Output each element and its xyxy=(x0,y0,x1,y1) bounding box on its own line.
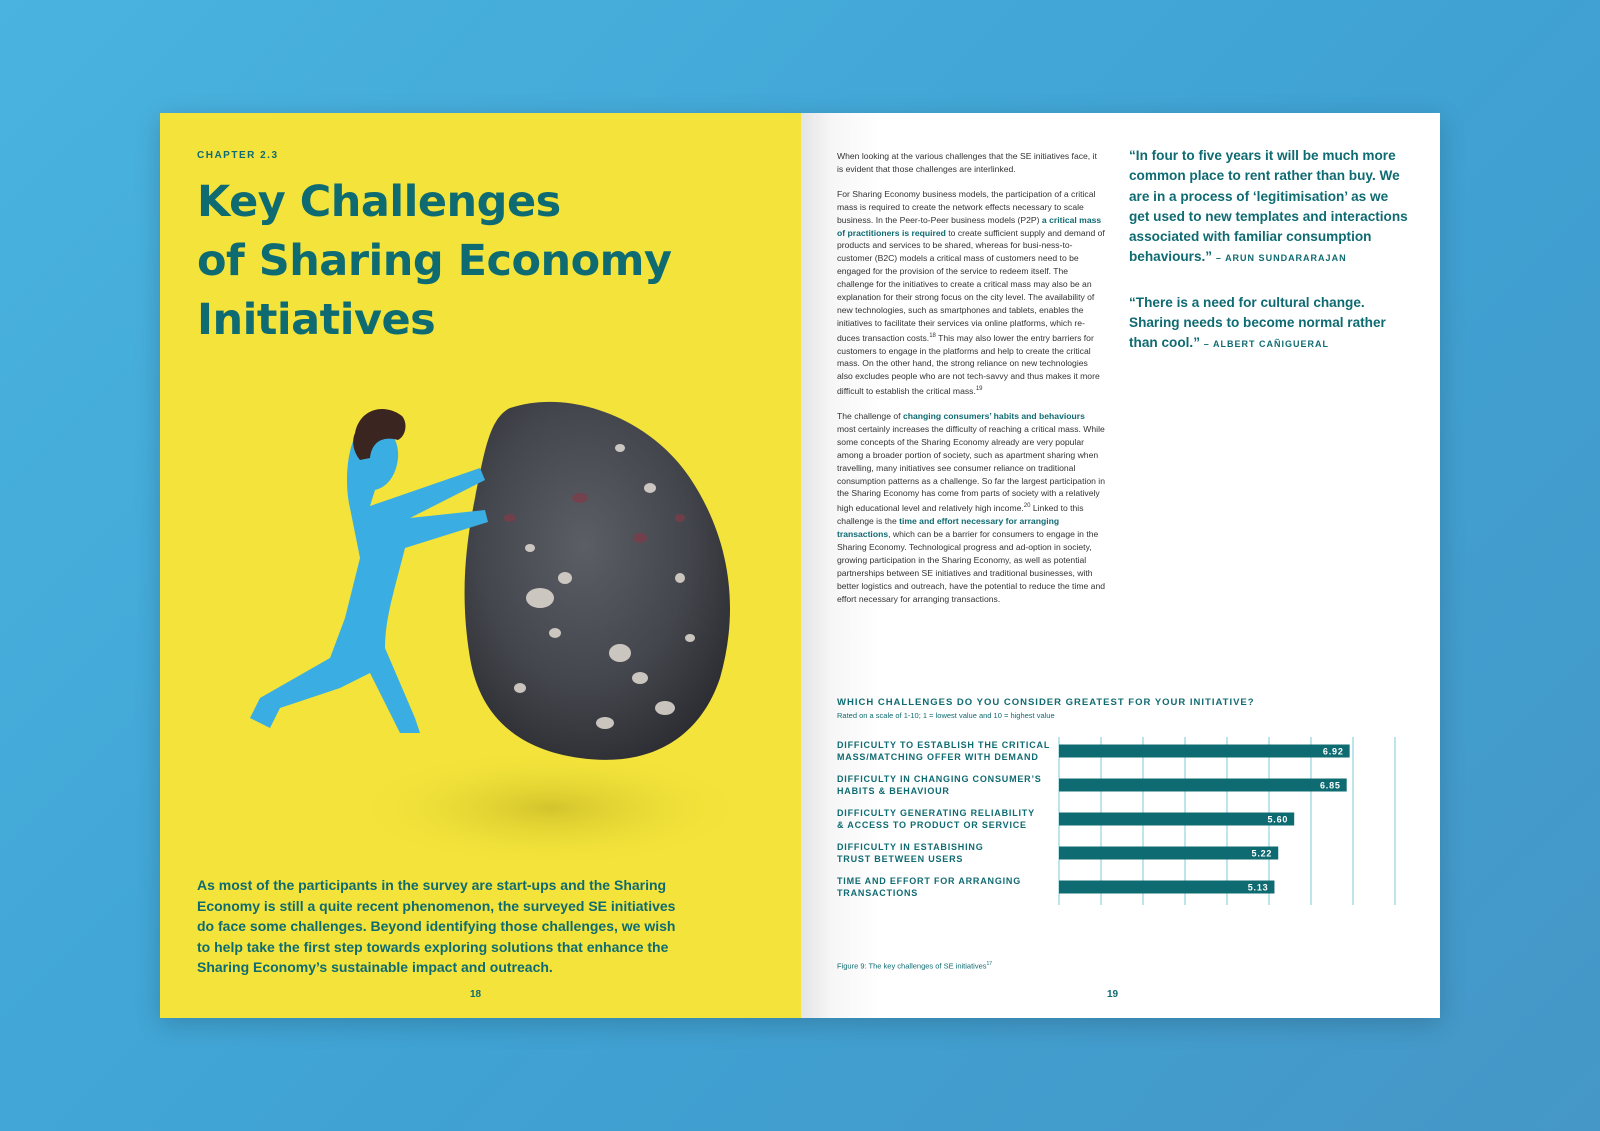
bar-value-label: 5.60 xyxy=(1267,814,1289,825)
quote-1-text: “In four to five years it will be much more common place to rent rather than buy. We are in a process of ‘legitimisation’ as we get used to new templates and interactions associated with familiar consumption behaviours.” xyxy=(1129,148,1408,265)
paper-person xyxy=(250,425,488,733)
page-title xyxy=(197,173,717,350)
category-label: DIFFICULTY IN CHANGING CONSUMER’S HABITS & BEHAVIOUR xyxy=(837,774,1042,796)
quote-2 xyxy=(1129,293,1409,355)
p3-highlight-2: time and effort necessary for arranging transactions xyxy=(837,516,1060,540)
p3-text-c: Linked to this challenge is the xyxy=(837,503,1084,527)
quote-2-author: – ALBERT CAÑIGUERAL xyxy=(1203,339,1329,350)
bar xyxy=(1059,847,1278,860)
quote-2-text: “There is a need for cultural change. Sharing needs to become normal rather than cool.” xyxy=(1129,294,1386,351)
page-number-left: 18 xyxy=(470,989,482,1000)
body-paragraph-3 xyxy=(837,410,1105,605)
chart-subtitle: Rated on a scale of 1-10; 1 = lowest value and 10 = highest value xyxy=(837,711,1055,720)
caption-footnote-ref: 17 xyxy=(986,961,993,967)
chart-title: WHICH CHALLENGES DO YOU CONSIDER GREATEST FOR YOUR INITIATIVE? xyxy=(837,697,1255,708)
category-label: DIFFICULTY IN ESTABISHING TRUST BETWEEN USERS xyxy=(837,842,984,864)
figure-caption xyxy=(837,961,992,971)
quote-1 xyxy=(1129,146,1409,269)
p2-text-c: This may also lower the entry barriers for customers to engage in the platforms and help to create the critical mass. On the other hand, the strong reliance on new technologies also excludes people who are not tech-savvy and thus makes it more difficult to establish the critical mass. xyxy=(837,332,1100,397)
rock-shape xyxy=(465,402,730,760)
footnote-ref-18: 18 xyxy=(929,332,936,339)
body-paragraph-2 xyxy=(837,188,1105,398)
right-page xyxy=(801,113,1440,1018)
bar-value-label: 5.13 xyxy=(1247,882,1269,893)
p3-text-a: The challenge of xyxy=(837,411,903,422)
body-text-column xyxy=(837,150,1105,617)
brochure-spread xyxy=(160,113,1440,1018)
person-pushing-rock-illustration xyxy=(210,388,770,948)
caption-text: Figure 9: The key challenges of SE initiatives xyxy=(837,961,987,971)
bar xyxy=(1059,813,1294,826)
title-line-1: Key Challenges xyxy=(197,177,561,227)
challenges-bar-chart xyxy=(837,737,1407,907)
p3-highlight-1: changing consumers’ habits and behaviours xyxy=(902,411,1085,422)
bar xyxy=(1059,881,1274,894)
p2-highlight: a critical mass of practitioners is required xyxy=(837,214,1102,238)
p3-text-d: , which can be a barrier for consumers to engage in the Sharing Economy. Technological progress and ad-option in society, growing participation in the Sharing Economy, as well as potential partnerships between SE initiatives and traditional businesses, with better logistics and outreach, have the potential to reduce the time and effort necessary for arranging transactions. xyxy=(837,529,1106,604)
bar xyxy=(1059,745,1350,758)
page-number-right: 19 xyxy=(1107,989,1119,1000)
title-line-3: Initiatives xyxy=(197,295,436,345)
title-line-2: of Sharing Economy xyxy=(197,236,672,286)
category-label: DIFFICULTY GENERATING RELIABILITY & ACCESS TO PRODUCT OR SERVICE xyxy=(837,808,1035,830)
bar-value-label: 6.92 xyxy=(1322,746,1344,757)
p3-text-b: most certainly increases the difficulty of reaching a critical mass. While some concepts of the Sharing Economy already are very popular among a broader portion of society, such as apartment sharing when travelling, many initiatives see consumer reliance on traditional consumption patterns as a challenge. So far the largest participation in the Sharing Economy has come from parts of society with a relatively high educational level and relatively high income. xyxy=(837,423,1105,514)
intro-paragraph: As most of the participants in the survey are start-ups and the Sharing Economy is still a quite recent phenomenon, the surveyed SE initiatives do face some challenges. Beyond identifying those challenges, we wish to help take the first step towards exploring solutions that enhance the Sharing Economy’s sustainable impact and outreach. xyxy=(197,877,676,975)
category-label: DIFFICULTY TO ESTABLISH THE CRITICAL MASS/MATCHING OFFER WITH DEMAND xyxy=(837,740,1051,762)
footnote-ref-19: 19 xyxy=(975,386,983,393)
footnote-ref-20: 20 xyxy=(1023,503,1031,510)
left-page xyxy=(160,113,801,1018)
chapter-label: CHAPTER 2.3 xyxy=(197,150,279,161)
quote-1-author: – ARUN SUNDARARAJAN xyxy=(1215,253,1347,264)
bar-value-label: 5.22 xyxy=(1251,848,1273,859)
p2-text-a: For Sharing Economy business models, the participation of a critical mass is required to create the network effects necessary to scale business. In the Peer-to-Peer business models (P2P) xyxy=(837,188,1096,225)
p2-text-b: to create sufficient supply and demand of products and services to be shared, whereas for busi-ness-to-customer (B2C) models a critical mass of customers need to be engaged for the provision of the service to redeem itself. The challenge for the initiatives to create a critical mass may also be an explanation for their strong focus on the city level. The availability of new technologies, such as smartphones and tablets, enables the initiatives to facilitate their services via online platforms, which re-duces transaction costs. xyxy=(837,227,1105,343)
quotes-column xyxy=(1129,146,1409,379)
bar xyxy=(1059,779,1347,792)
category-label: TIME AND EFFORT FOR ARRANGING TRANSACTIONS xyxy=(837,876,1022,898)
body-paragraph-1: When looking at the various challenges that the SE initiatives face, it is evident that those challenges are interlinked. xyxy=(837,151,1097,174)
bar-value-label: 6.85 xyxy=(1319,780,1341,791)
